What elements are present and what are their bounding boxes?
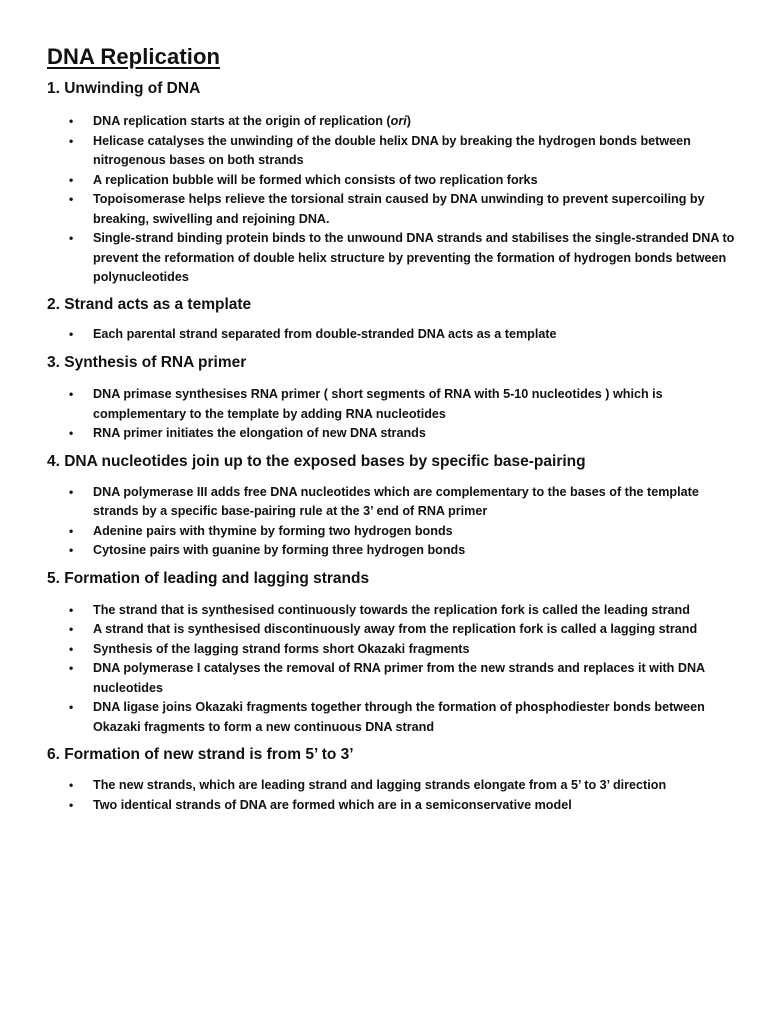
list-item: • Synthesis of the lagging strand forms short Okazaki fragments <box>47 640 737 660</box>
list-item: • DNA polymerase III adds free DNA nucleotides which are complementary to the bases of the template strands by a specific base-pairing rule at the 3’ end of RNA primer <box>47 483 737 522</box>
page-title: DNA Replication <box>47 44 221 69</box>
list-item-text: DNA replication starts at the origin of replication ( <box>93 114 391 128</box>
list-item-emphasis: ori <box>390 114 407 128</box>
section-unwinding-of-dna <box>47 80 737 288</box>
section-heading: 1. Unwinding of DNA <box>47 80 201 97</box>
list-item: • RNA primer initiates the elongation of new DNA strands <box>47 424 737 444</box>
bullet-list <box>47 601 737 738</box>
section-heading: 2. Strand acts as a template <box>47 295 252 313</box>
list-item: • Single-strand binding protein binds to the unwound DNA strands and stabilises the single-stranded DNA to prevent the reformation of double helix structure by preventing the formation of hydrogen bonds between polynucleotides <box>47 229 737 288</box>
section-heading: 5. Formation of leading and lagging strands <box>47 569 370 587</box>
bullet-list <box>47 776 737 815</box>
list-item: • DNA polymerase I catalyses the removal of RNA primer from the new strands and replaces it with DNA nucleotides <box>47 659 737 698</box>
list-item: • The strand that is synthesised continuously towards the replication fork is called the leading strand <box>47 601 737 621</box>
section-heading: 3. Synthesis of RNA primer <box>47 354 247 371</box>
list-item: • DNA ligase joins Okazaki fragments together through the formation of phosphodiester bonds between Okazaki fragments to form a new continuous DNA strand <box>47 698 737 737</box>
list-item <box>47 112 737 132</box>
list-item: • Topoisomerase helps relieve the torsional strain caused by DNA unwinding to prevent supercoiling by breaking, swivelling and rejoining DNA. <box>47 190 737 229</box>
list-item: • The new strands, which are leading strand and lagging strands elongate from a 5’ to 3’ direction <box>47 776 737 796</box>
list-item: • DNA primase synthesises RNA primer ( short segments of RNA with 5-10 nucleotides ) which is complementary to the template by adding RNA nucleotides <box>47 385 737 424</box>
list-item-text: ) <box>406 114 411 128</box>
section-leading-lagging <box>47 570 737 738</box>
bullet-list <box>47 112 737 288</box>
bullet-list <box>47 385 737 444</box>
section-heading: 4. DNA nucleotides join up to the exposed bases by specific base-pairing <box>47 452 586 470</box>
list-item: • Each parental strand separated from double-stranded DNA acts as a template <box>47 325 737 345</box>
section-new-strand-direction <box>47 746 737 815</box>
list-item: • Cytosine pairs with guanine by forming three hydrogen bonds <box>47 541 737 561</box>
section-rna-primer <box>47 354 737 444</box>
section-base-pairing <box>47 453 737 561</box>
list-item: • Adenine pairs with thymine by forming two hydrogen bonds <box>47 522 737 542</box>
bullet-list <box>47 325 737 345</box>
list-item: • A replication bubble will be formed which consists of two replication forks <box>47 171 737 191</box>
list-item: • Two identical strands of DNA are formed which are in a semiconservative model <box>47 796 737 816</box>
section-heading: 6. Formation of new strand is from 5’ to 3’ <box>47 746 354 763</box>
document-page <box>47 44 737 815</box>
list-item: • A strand that is synthesised discontinuously away from the replication fork is called a lagging strand <box>47 620 737 640</box>
bullet-list <box>47 483 737 561</box>
list-item: • Helicase catalyses the unwinding of the double helix DNA by breaking the hydrogen bonds between nitrogenous bases on both strands <box>47 132 737 171</box>
section-strand-template <box>47 296 737 345</box>
